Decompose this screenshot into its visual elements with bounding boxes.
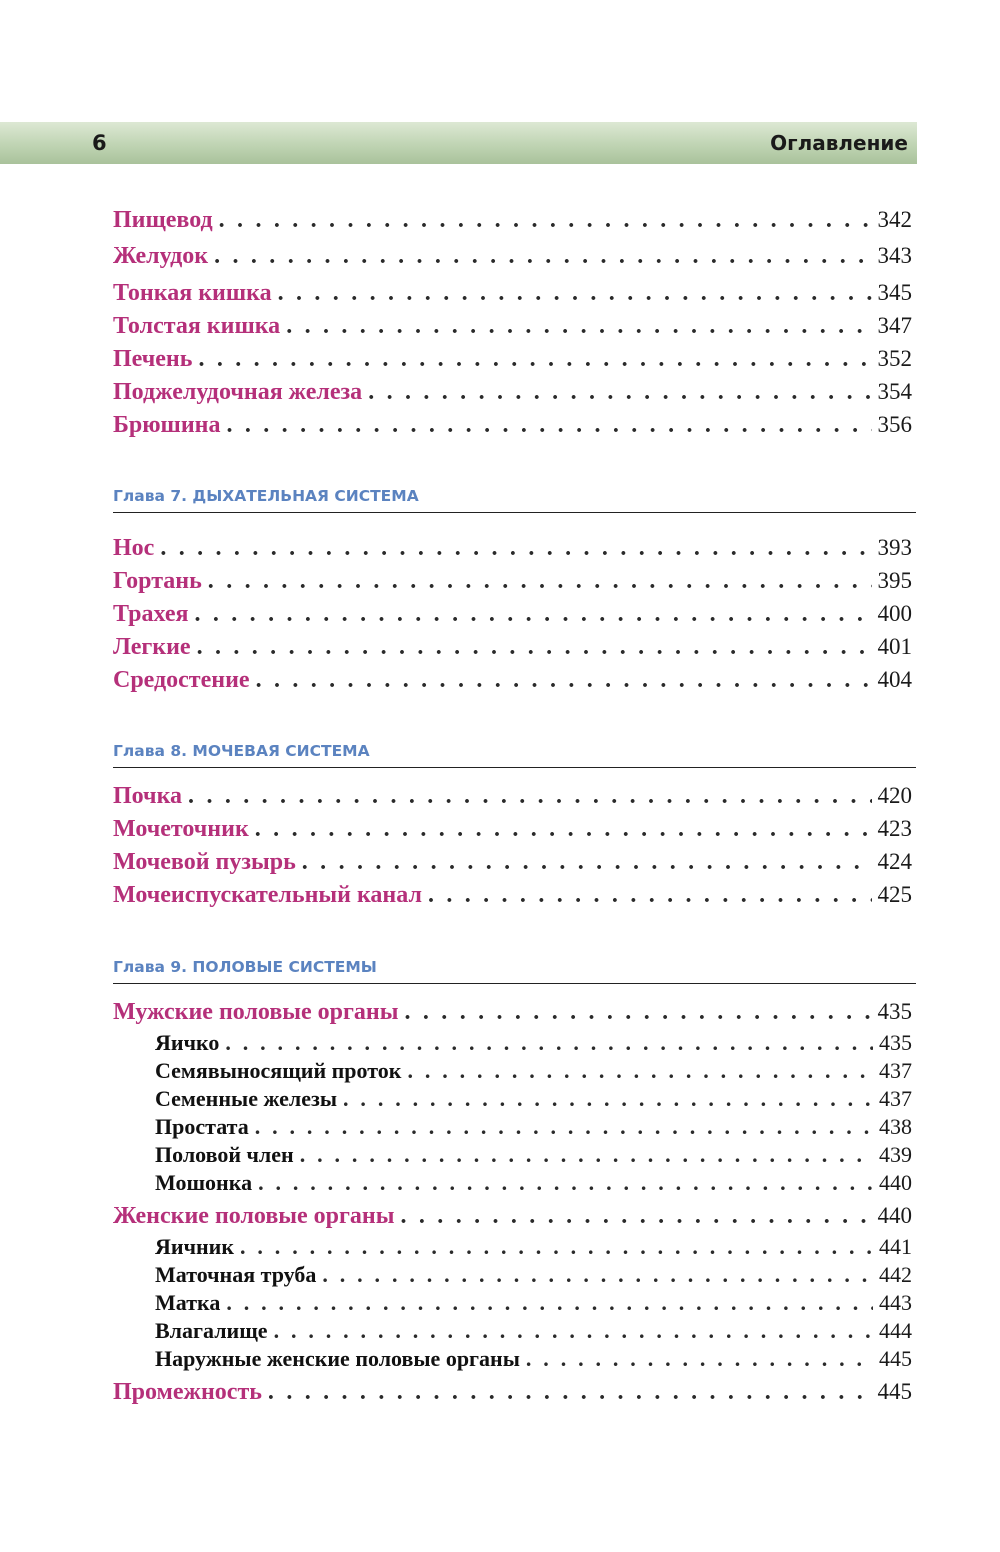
dot-leader xyxy=(274,1318,873,1344)
dot-leader xyxy=(240,1234,873,1260)
toc-subentry-title: Яичко xyxy=(155,1030,220,1055)
chapter-divider xyxy=(113,767,916,768)
toc-entry-title: Нос xyxy=(113,535,155,561)
toc-entry-page: 347 xyxy=(877,313,912,338)
toc-entry[interactable] xyxy=(113,379,912,406)
toc-subentry-title: Простата xyxy=(155,1114,249,1139)
toc-subentry-title: Маточная труба xyxy=(155,1262,317,1287)
toc-entry-title: Гортань xyxy=(113,568,202,594)
page-number: 6 xyxy=(92,131,107,155)
dot-leader xyxy=(268,1379,872,1406)
toc-subentry-page: 437 xyxy=(879,1086,912,1111)
toc-entry-page: 401 xyxy=(877,634,912,659)
toc-entry[interactable] xyxy=(113,783,912,810)
dot-leader xyxy=(302,849,872,876)
dot-leader xyxy=(286,313,871,340)
toc-entry-page: 354 xyxy=(877,379,912,404)
toc-entry-page: 342 xyxy=(877,207,912,232)
toc-entry-page: 356 xyxy=(877,412,912,437)
toc-subentry-page: 435 xyxy=(879,1030,912,1055)
toc-entry-page: 420 xyxy=(877,783,912,808)
dot-leader xyxy=(401,1203,872,1230)
dot-leader xyxy=(194,601,871,628)
toc-subentry-page: 438 xyxy=(879,1114,912,1139)
toc-entry-page: 440 xyxy=(877,1203,912,1228)
toc-entry-title: Желудок xyxy=(113,243,209,269)
toc-subentry[interactable] xyxy=(155,1114,912,1140)
toc-subentry-page: 443 xyxy=(879,1290,912,1315)
toc-entry[interactable] xyxy=(113,313,912,340)
dot-leader xyxy=(219,207,872,234)
toc-entry[interactable] xyxy=(113,207,912,234)
toc-subentry[interactable] xyxy=(155,1234,912,1260)
toc-entry[interactable] xyxy=(113,882,912,909)
toc-entry-title: Мочеточник xyxy=(113,816,249,842)
toc-entry[interactable] xyxy=(113,1203,912,1230)
toc-subentry-page: 437 xyxy=(879,1058,912,1083)
dot-leader xyxy=(226,1290,873,1316)
toc-subentry-page: 440 xyxy=(879,1170,912,1195)
dot-leader xyxy=(300,1142,873,1168)
toc-entry-title: Средостение xyxy=(113,667,250,693)
toc-entry-page: 445 xyxy=(877,1379,912,1404)
dot-leader xyxy=(368,379,871,406)
toc-entry-page: 395 xyxy=(877,568,912,593)
dot-leader xyxy=(214,243,871,270)
dot-leader xyxy=(428,882,872,909)
dot-leader xyxy=(160,535,871,562)
toc-entry[interactable] xyxy=(113,667,912,694)
toc-entry[interactable] xyxy=(113,634,912,661)
toc-entry-page: 393 xyxy=(877,535,912,560)
toc-entry[interactable] xyxy=(113,412,912,439)
toc-entry[interactable] xyxy=(113,816,912,843)
dot-leader xyxy=(255,816,872,843)
toc-entry-title: Тонкая кишка xyxy=(113,280,272,306)
dot-leader xyxy=(198,346,871,373)
toc-subentry[interactable] xyxy=(155,1058,912,1084)
toc-subentry-page: 442 xyxy=(879,1262,912,1287)
dot-leader xyxy=(322,1262,873,1288)
dot-leader xyxy=(278,280,872,307)
toc-subentry-title: Яичник xyxy=(155,1234,234,1259)
toc-entry-title: Мочевой пузырь xyxy=(113,849,296,875)
dot-leader xyxy=(258,1170,873,1196)
dot-leader xyxy=(225,1030,873,1056)
toc-subentry[interactable] xyxy=(155,1262,912,1288)
toc-subentry-title: Влагалище xyxy=(155,1318,268,1343)
toc-entry-page: 343 xyxy=(877,243,912,268)
dot-leader xyxy=(343,1086,873,1112)
dot-leader xyxy=(255,1114,873,1140)
toc-entry[interactable] xyxy=(113,535,912,562)
toc-subentry[interactable] xyxy=(155,1030,912,1056)
toc-entry-title: Почка xyxy=(113,783,183,809)
chapter-divider xyxy=(113,983,916,984)
toc-subentry[interactable] xyxy=(155,1142,912,1168)
toc-subentry[interactable] xyxy=(155,1170,912,1196)
toc-entry[interactable] xyxy=(113,568,912,595)
toc-entry-title: Мочеиспускательный канал xyxy=(113,882,422,908)
toc-entry-title: Толстая кишка xyxy=(113,313,281,339)
toc-subentry-title: Половой член xyxy=(155,1142,294,1167)
chapter-divider xyxy=(113,512,916,513)
toc-entry-page: 404 xyxy=(877,667,912,692)
toc-subentry-title: Семявыносящий проток xyxy=(155,1058,402,1083)
toc-entry[interactable] xyxy=(113,243,912,270)
toc-entry-page: 424 xyxy=(877,849,912,874)
toc-entry-page: 400 xyxy=(877,601,912,626)
toc-entry-title: Печень xyxy=(113,346,193,372)
toc-entry[interactable] xyxy=(113,999,912,1026)
toc-subentry-title: Семенные железы xyxy=(155,1086,338,1111)
toc-subentry[interactable] xyxy=(155,1290,912,1316)
toc-entry[interactable] xyxy=(113,346,912,373)
toc-entry-title: Женские половые органы xyxy=(113,1203,395,1229)
toc-subentry-page: 439 xyxy=(879,1142,912,1167)
toc-entry-title: Брюшина xyxy=(113,412,221,438)
toc-subentry-page: 444 xyxy=(879,1318,912,1343)
toc-subentry-title: Матка xyxy=(155,1290,221,1315)
dot-leader xyxy=(197,634,872,661)
chapter-heading[interactable]: Глава 8. МОЧЕВАЯ СИСТЕМА xyxy=(113,742,370,760)
toc-entry-title: Пищевод xyxy=(113,207,213,233)
toc-entry[interactable] xyxy=(113,849,912,876)
dot-leader xyxy=(407,1058,873,1084)
dot-leader xyxy=(526,1346,873,1372)
toc-subentry-page: 445 xyxy=(879,1346,912,1371)
toc-subentry[interactable] xyxy=(155,1318,912,1344)
dot-leader xyxy=(208,568,872,595)
toc-entry-page: 423 xyxy=(877,816,912,841)
toc-entry-page: 345 xyxy=(877,280,912,305)
chapter-heading[interactable]: Глава 9. ПОЛОВЫЕ СИСТЕМЫ xyxy=(113,958,377,976)
chapter-heading[interactable]: Глава 7. ДЫХАТЕЛЬНАЯ СИСТЕМА xyxy=(113,487,419,505)
toc-entry-title: Промежность xyxy=(113,1379,262,1405)
toc-subentry-title: Наружные женские половые органы xyxy=(155,1346,520,1371)
toc-entry[interactable] xyxy=(113,1379,912,1406)
toc-entry-title: Мужские половые органы xyxy=(113,999,399,1025)
toc-entry-title: Поджелудочная железа xyxy=(113,379,363,405)
dot-leader xyxy=(226,412,871,439)
running-title: Оглавление xyxy=(770,131,908,155)
toc-subentry-title: Мошонка xyxy=(155,1170,253,1195)
toc-entry-page: 435 xyxy=(877,999,912,1024)
dot-leader xyxy=(188,783,871,810)
toc-entry-page: 352 xyxy=(877,346,912,371)
toc-entry[interactable] xyxy=(113,601,912,628)
toc-subentry[interactable] xyxy=(155,1086,912,1112)
toc-entry[interactable] xyxy=(113,280,912,307)
dot-leader xyxy=(405,999,872,1026)
toc-subentry[interactable] xyxy=(155,1346,912,1372)
dot-leader xyxy=(256,667,872,694)
toc-entry-title: Легкие xyxy=(113,634,191,660)
toc-entry-title: Трахея xyxy=(113,601,189,627)
toc-subentry-page: 441 xyxy=(879,1234,912,1259)
toc-entry-page: 425 xyxy=(877,882,912,907)
